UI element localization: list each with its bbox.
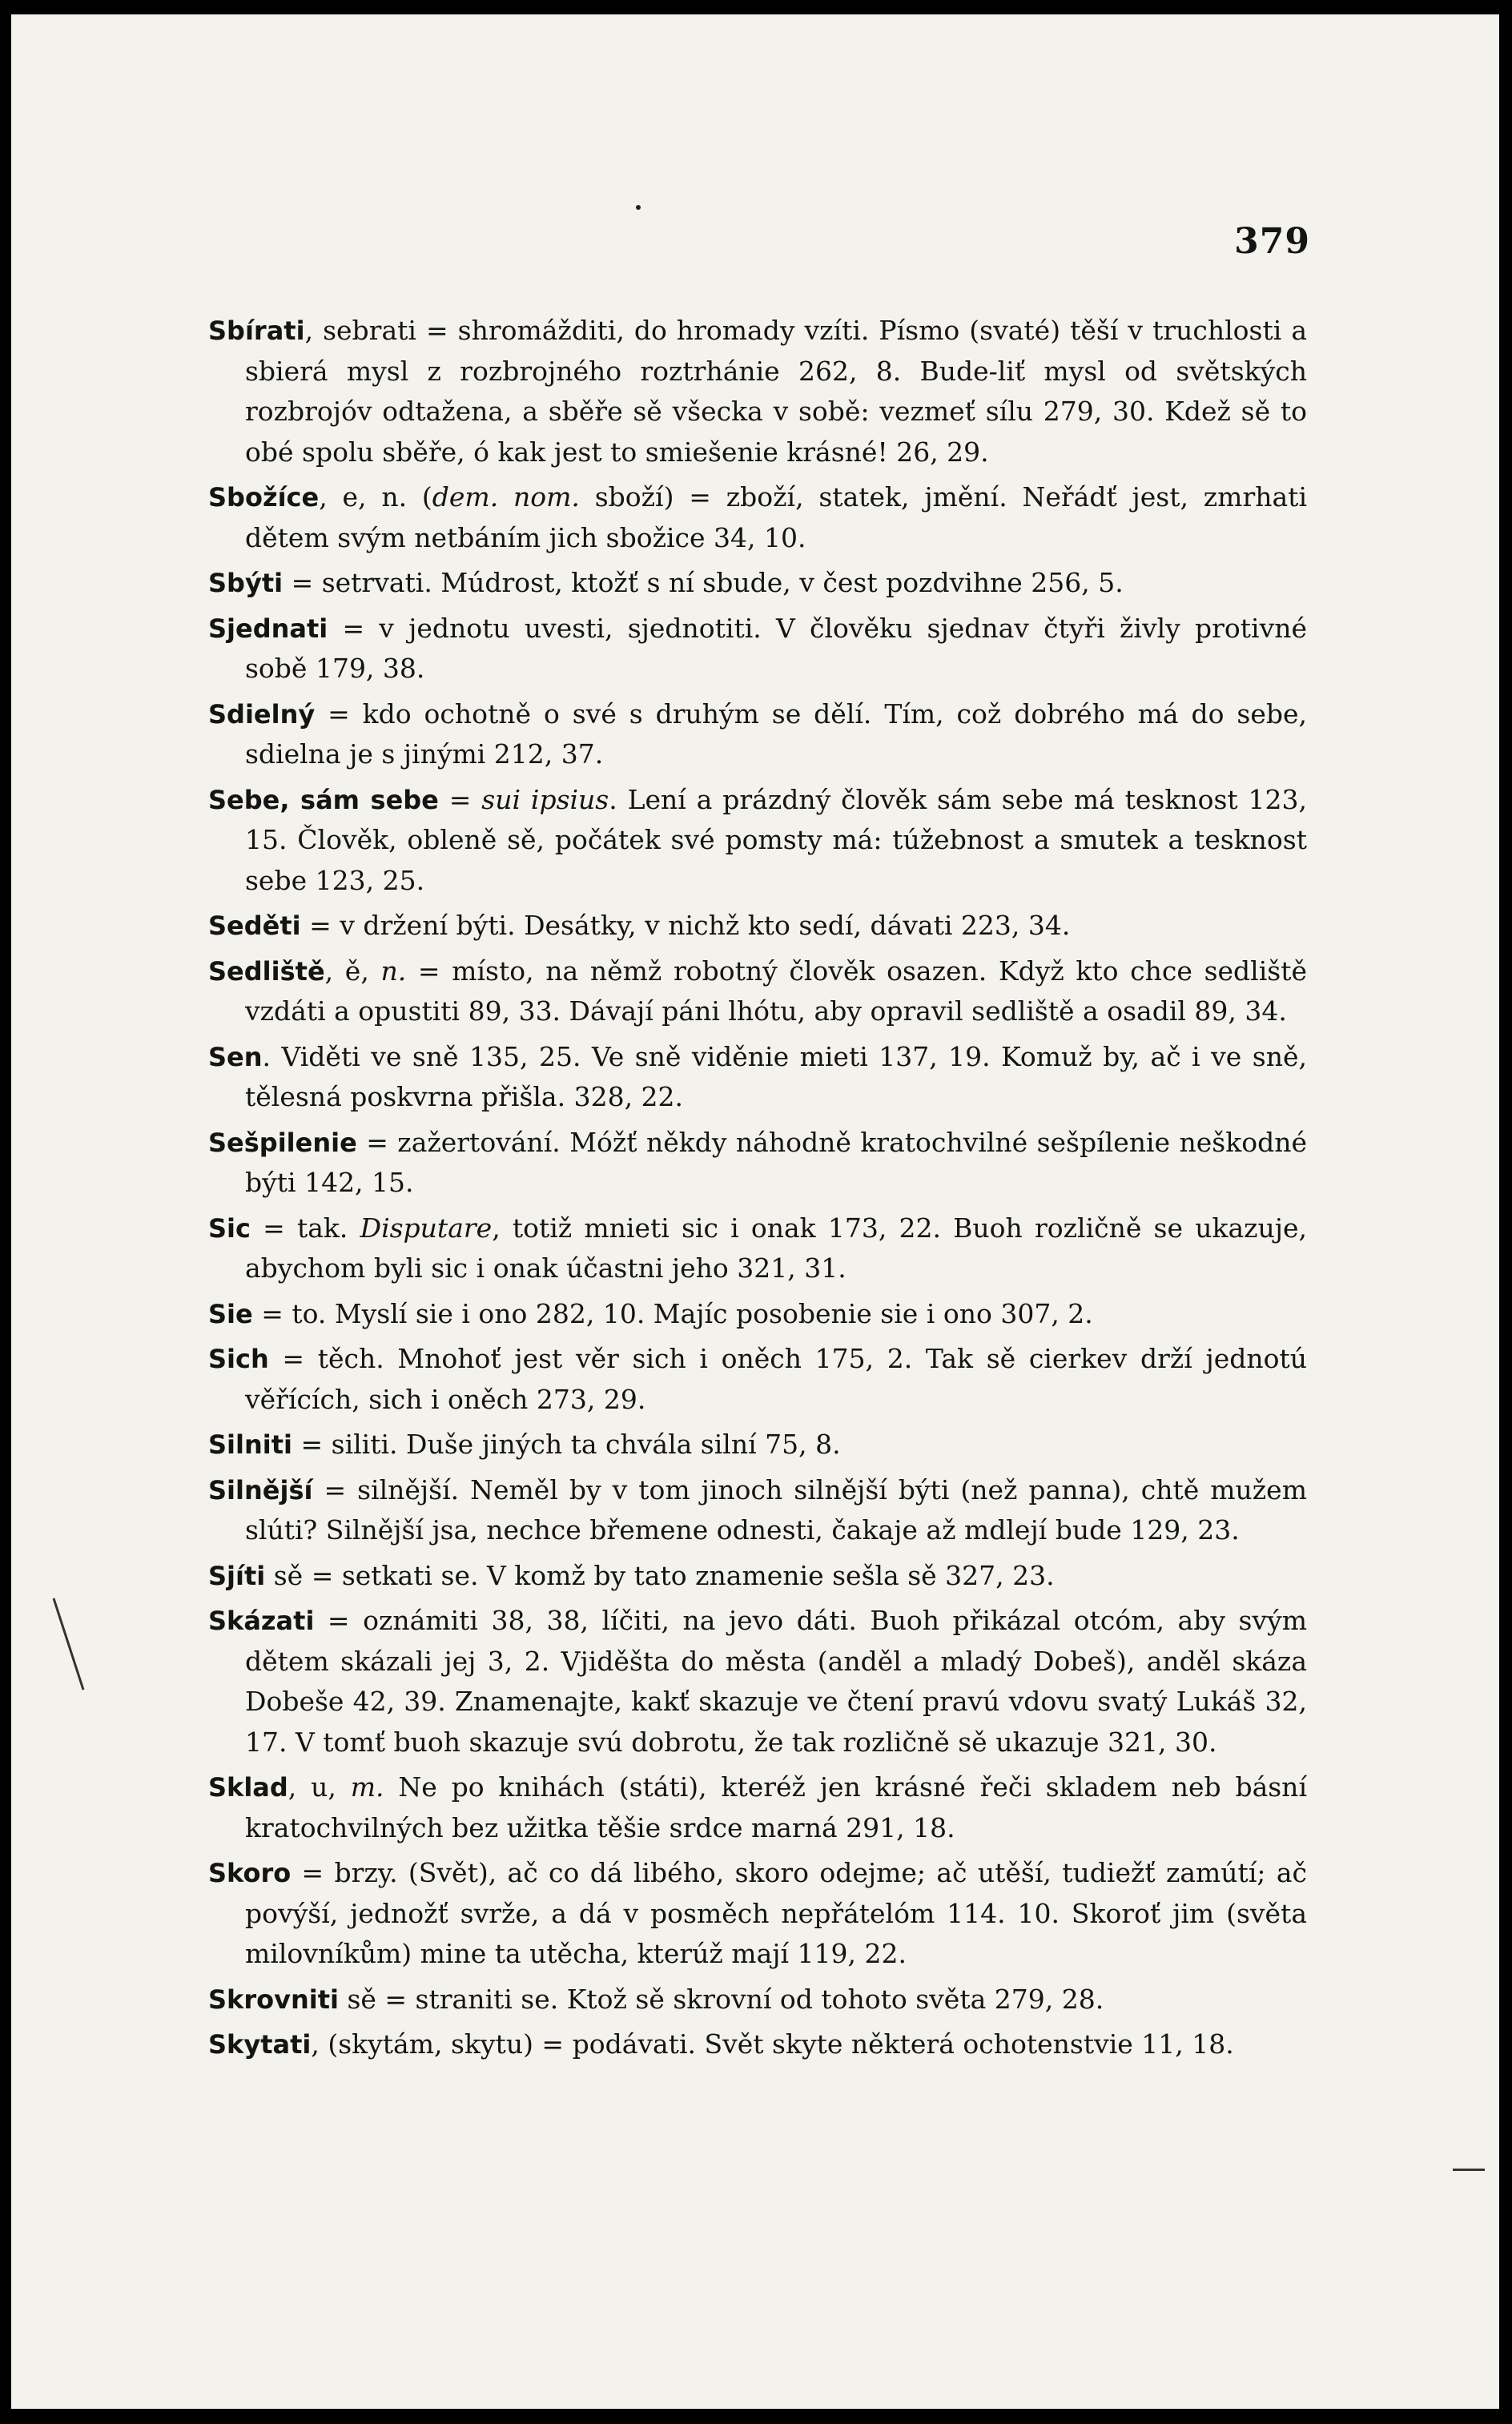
dictionary-entry (208, 780, 1307, 902)
dictionary-entry (208, 1208, 1307, 1289)
entry-text: , ě, (324, 955, 381, 987)
entry-text: sě = straniti se. Ktož sě skrovní od tohoto světa 279, 28. (338, 1983, 1104, 2015)
scan-edge-mark (1453, 2169, 1485, 2171)
entry-text: = tak. (250, 1212, 360, 1244)
entry-italic: sui ipsius (481, 783, 609, 815)
entry-text: , (skytám, skytu) = podávati. Svět skyte některá ochotenstvie 11, 18. (311, 2028, 1234, 2060)
dictionary-entry (208, 1470, 1307, 1551)
headword: Sedliště (208, 955, 325, 987)
entry-text: = to. Myslí sie i ono 282, 10. Majíc posobenie sie i ono 307, 2. (252, 1297, 1093, 1329)
dictionary-entry (208, 1556, 1307, 1597)
headword: Seděti (208, 911, 301, 941)
ink-speck (636, 205, 641, 210)
dictionary-entry (208, 906, 1307, 947)
headword: Sich (208, 1344, 269, 1374)
headword: Sbýti (208, 568, 284, 598)
headword: Skoro (208, 1858, 292, 1888)
headword: Sklad (208, 1772, 288, 1803)
entry-text: . Viděti ve sně 135, 25. Ve sně viděnie mieti 137, 19. Komuž by, ač i ve sně, tělesná poskvrna přišla. 328, 22. (245, 1040, 1307, 1112)
headword: Sbožíce (208, 482, 320, 513)
dictionary-entry (208, 1339, 1307, 1420)
dictionary-entry (208, 1037, 1307, 1118)
entry-text: = v jednotu uvesti, sjednotiti. V člověku sjednav čtyři živly protivné sobě 179, 38. (245, 612, 1307, 684)
entry-text-cont: = místo, na němž robotný člověk osazen. Když kto chce sedliště vzdáti a opustiti 89, 33. Dávají páni lhótu, aby opravil sedliště a osadil 89, 34. (245, 955, 1307, 1027)
entry-italic: Disputare (360, 1212, 493, 1244)
entry-text: = v držení býti. Desátky, v nichž kto sedí, dávati 223, 34. (300, 910, 1071, 941)
dictionary-entry (208, 563, 1307, 604)
entry-text: = (438, 783, 482, 815)
dictionary-entry (208, 1980, 1307, 2020)
entry-text-cont: Ne po knihách (státi), kteréž jen krásné řeči skladem neb básní kratochvilných bez užitka těšie srdce marná 291, 18. (245, 1771, 1307, 1843)
headword: Skázati (208, 1606, 315, 1636)
entry-text-cont: sboží) = zboží, statek, jmění. Neřádť jest, zmrhati dětem svým netbáním jich sbožice 34, 10. (245, 481, 1307, 553)
dictionary-entry (208, 2024, 1307, 2065)
headword: Sešpilenie (208, 1127, 357, 1158)
entry-text-cont: . Lení a prázdný člověk sám sebe má tesknost 123, 15. Člověk, obleně sě, počátek své pomsty má: túžebnost a smutek a tesknost sebe 123, 25. (245, 783, 1307, 896)
entry-italic: n. (380, 955, 407, 987)
headword: Silniti (208, 1429, 292, 1460)
entry-italic: m. (350, 1771, 384, 1803)
book-page (11, 14, 1499, 2409)
dictionary-entry (208, 609, 1307, 689)
dictionary-entry (208, 1294, 1307, 1335)
dictionary-entry (208, 1123, 1307, 1204)
dictionary-entry (208, 1853, 1307, 1975)
entry-text: sě = setkati se. V komž by tato znamenie sešla sě 327, 23. (265, 1559, 1055, 1591)
headword: Sic (208, 1212, 251, 1244)
entry-text: = setrvati. Múdrost, ktožť s ní sbude, v čest pozdvihne 256, 5. (283, 567, 1124, 598)
entry-text: = těch. Mnohoť jest věr sich i oněch 175, 2. Tak sě cierkev drží jednotú věřících, sich i oněch 273, 29. (245, 1343, 1307, 1415)
entry-italic: dem. nom. (432, 481, 580, 513)
headword: Silnější (208, 1474, 313, 1505)
dictionary-entry (208, 1601, 1307, 1763)
page-number: 379 (1234, 221, 1310, 262)
dictionary-entry (208, 694, 1307, 775)
headword: Sjíti (208, 1560, 266, 1591)
headword: Sie (208, 1298, 253, 1329)
headword: Sen (208, 1041, 263, 1072)
entry-text: , sebrati = shromážditi, do hromady vzíti. Písmo (svaté) těší v truchlosti a sbierá mysl z rozbrojného roztrhánie 262, 8. Bude-liť mysl od světských rozbrojóv odtažena, a sběře sě všecka v sobě: vezmeť sílu 279, 30. Kdež sě to obé spolu sběře, ó kak jest to smiešenie krásné! 26, 29. (245, 315, 1307, 468)
entry-text: = kdo ochotně o své s druhým se dělí. Tím, což dobrého má do sebe, sdielna je s jinými 212, 37. (245, 697, 1307, 770)
entry-text: , e, n. ( (319, 481, 432, 513)
headword: Skrovniti (208, 1984, 339, 2015)
entry-text: , u, (288, 1771, 351, 1803)
entry-text: = brzy. (Svět), ač co dá libého, skoro odejme; ač utěší, tudiežť zamútí; ač povýší, jednožť svrže, a dá v posměch nepřátelóm 114. 10. Skoroť jim (světa milovníkům) mine ta utěcha, kterúž mají 119, 22. (245, 1857, 1307, 1969)
headword: Sjednati (208, 613, 328, 644)
dictionary-entry (208, 311, 1307, 472)
headword: Sbírati (208, 316, 305, 346)
entry-text: = siliti. Duše jiných ta chvála silní 75, 8. (292, 1429, 841, 1460)
scan-scratch-mark (53, 1598, 85, 1690)
dictionary-entry (208, 1425, 1307, 1465)
dictionary-entry (208, 951, 1307, 1032)
dictionary-entries (208, 311, 1307, 2070)
headword: Skytati (208, 2029, 312, 2060)
dictionary-entry (208, 1767, 1307, 1848)
headword: Sdielný (208, 698, 316, 730)
dictionary-entry (208, 477, 1307, 558)
entry-text: = oznámiti 38, 38, líčiti, na jevo dáti. Buoh přikázal otcóm, aby svým dětem skázali jej 3, 2. Vjiděšta do města (anděl a mladý Dobeš), anděl skáza Dobeše 42, 39. Znamenajte, kakť skazuje ve čtení pravú vdovu svatý Lukáš 32, 17. V tomť buoh skazuje svú dobrotu, že tak rozličně sě ukazuje 321, 30. (245, 1605, 1307, 1758)
entry-text-cont: , totiž mnieti sic i onak 173, 22. Buoh rozličně se ukazuje, abychom byli sic i onak účastni jeho 321, 31. (245, 1212, 1308, 1284)
headword: Sebe, sám sebe (208, 784, 439, 815)
entry-text: = zažertování. Móžť někdy náhodně kratochvilné sešpílenie neškodné býti 142, 15. (245, 1126, 1307, 1198)
entry-text: = silnější. Neměl by v tom jinoch silnější býti (než panna), chtě mužem slúti? Silnější jsa, nechce břemene odnesti, čakaje až mdlejí bude 129, 23. (245, 1473, 1307, 1546)
